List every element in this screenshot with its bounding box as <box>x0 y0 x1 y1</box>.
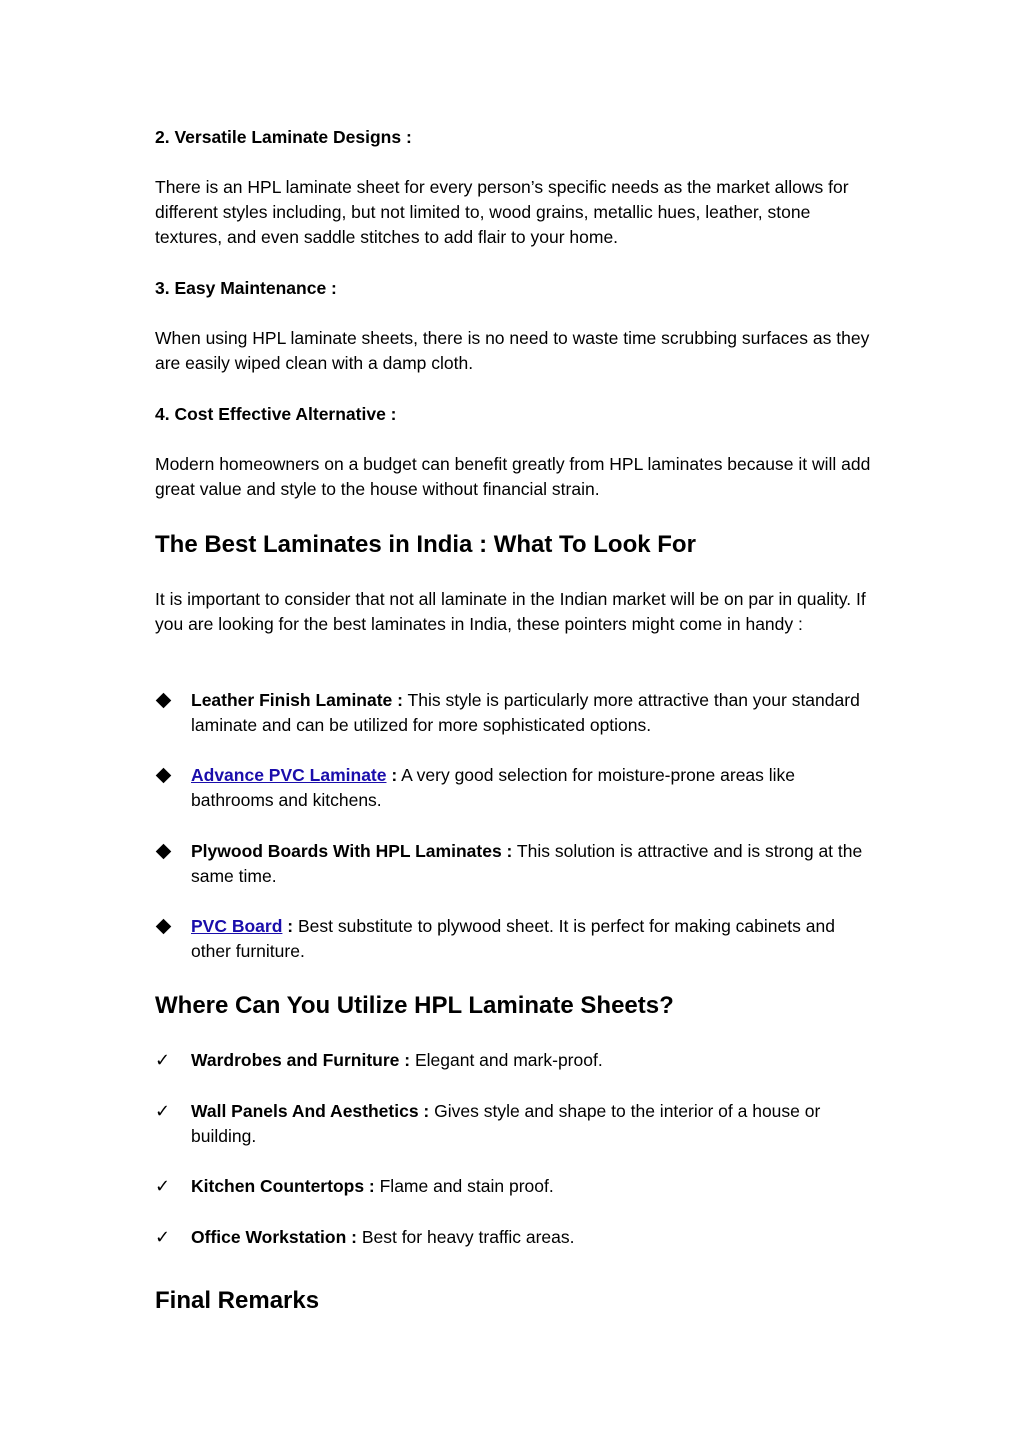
item-label: Wardrobes and Furniture : <box>191 1050 411 1070</box>
item-desc: Elegant and mark-proof. <box>410 1050 603 1070</box>
checkmark-icon: ✓ <box>155 1050 171 1070</box>
item-desc: Best substitute to plywood sheet. It is perfect for making cabinets and other furniture. <box>191 916 835 962</box>
checkmark-icon: ✓ <box>155 1227 171 1247</box>
list-item <box>155 1225 875 1250</box>
maintenance-heading: 3. Easy Maintenance : <box>155 278 337 298</box>
diamond-icon <box>155 688 177 713</box>
item-label: Kitchen Countertops : <box>191 1176 375 1196</box>
best-laminates-intro: It is important to consider that not all laminate in the Indian market will be on par in quality. If you are looking for the best laminates in India, these pointers might come in handy : <box>155 589 866 635</box>
cost-body: Modern homeowners on a budget can benefit greatly from HPL laminates because it will add great value and style to the house without financial strain. <box>155 454 871 500</box>
list-item <box>155 1048 875 1073</box>
item-desc: Best for heavy traffic areas. <box>356 1227 575 1247</box>
utilize-title: Where Can You Utilize HPL Laminate Sheets? <box>155 992 674 1019</box>
list-item <box>155 914 875 964</box>
checkmark-icon: ✓ <box>155 1176 171 1196</box>
list-item <box>155 1099 875 1149</box>
diamond-icon <box>155 839 177 864</box>
item-desc: This solution is attractive and is strong at the same time. <box>191 841 863 887</box>
list-item <box>155 763 875 813</box>
list-item <box>155 839 875 889</box>
versatile-body: There is an HPL laminate sheet for every person’s specific needs as the market allows for different styles including, but not limited to, wood grains, metallic hues, leather, stone textures, and even saddle stitches to add flair to your home. <box>155 177 849 248</box>
versatile-heading: 2. Versatile Laminate Designs : <box>155 127 412 147</box>
cost-heading: 4. Cost Effective Alternative : <box>155 404 397 424</box>
item-separator: : <box>386 765 398 785</box>
item-desc: This style is particularly more attractive than your standard laminate and can be utilized for more sophisticated options. <box>191 690 860 736</box>
item-desc: Flame and stain proof. <box>374 1176 554 1196</box>
best-laminates-title: The Best Laminates in India : What To Look For <box>155 531 696 558</box>
item-desc: A very good selection for moisture-prone areas like bathrooms and kitchens. <box>191 765 796 811</box>
item-separator: : <box>282 916 294 936</box>
checkmark-icon: ✓ <box>155 1101 171 1121</box>
item-label: Leather Finish Laminate : <box>191 690 403 710</box>
diamond-icon <box>155 763 177 788</box>
item-desc: Gives style and shape to the interior of a house or building. <box>191 1101 821 1147</box>
diamond-icon <box>155 914 177 939</box>
item-label: Wall Panels And Aesthetics : <box>191 1101 430 1121</box>
item-label: Plywood Boards With HPL Laminates : <box>191 841 513 861</box>
pvc-board-link[interactable]: PVC Board <box>191 916 283 936</box>
advance-pvc-laminate-link[interactable]: Advance PVC Laminate <box>191 765 387 785</box>
list-item <box>155 688 875 738</box>
final-remarks-title: Final Remarks <box>155 1287 320 1314</box>
item-label: Office Workstation : <box>191 1227 357 1247</box>
list-item <box>155 1174 875 1199</box>
maintenance-body: When using HPL laminate sheets, there is no need to waste time scrubbing surfaces as they are easily wiped clean with a damp cloth. <box>155 328 870 374</box>
